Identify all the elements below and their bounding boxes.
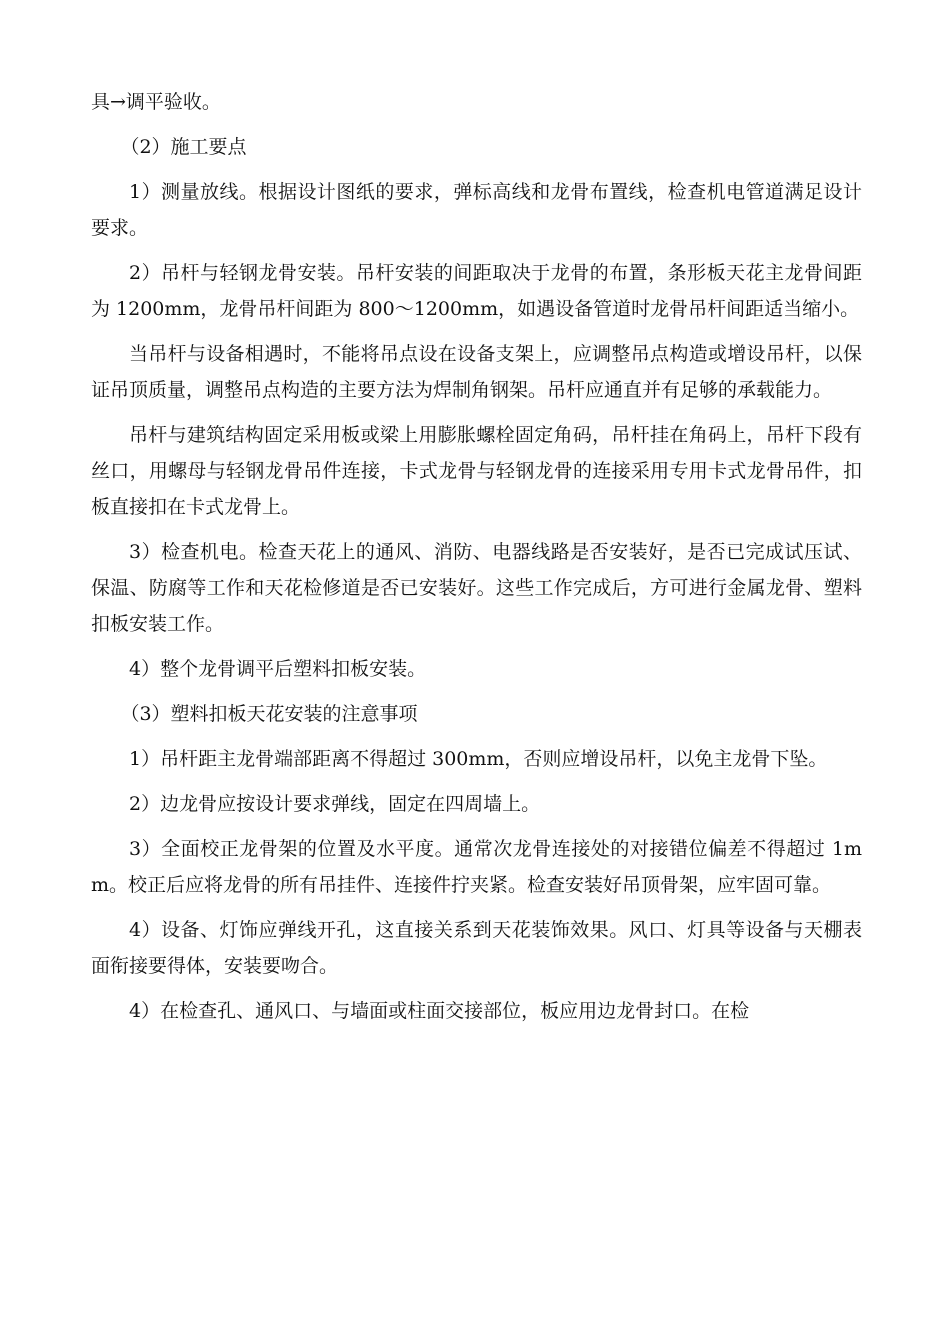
paragraph-rod-structure-fixing: 吊杆与建筑结构固定采用板或梁上用膨胀螺栓固定角码，吊杆挂在角码上，吊杆下段有丝口，用螺母与轻钢龙骨吊件连接，卡式龙骨与轻钢龙骨的连接采用专用卡式龙骨吊件，扣板直接扣在卡式龙骨上。: [91, 424, 862, 518]
paragraph-rod-keel-install: 2）吊杆与轻钢龙骨安装。吊杆安装的间距取决于龙骨的布置，条形板天花主龙骨间距为 1200mm，龙骨吊杆间距为 800～1200mm，如遇设备管道时龙骨吊杆间距适当缩小。: [91, 262, 862, 320]
section-heading-precautions: （3）塑料扣板天花安装的注意事项: [120, 703, 418, 725]
paragraph-rod-distance: 1）吊杆距主龙骨端部距离不得超过 300mm，否则应增设吊杆，以免主龙骨下坠。: [129, 748, 828, 770]
paragraph-check-mep: 3）检查机电。检查天花上的通风、消防、电器线路是否安装好，是否已完成试压试、保温、防腐等工作和天花检修道是否已安装好。这些工作完成后，方可进行金属龙骨、塑料扣板安装工作。: [91, 541, 862, 635]
paragraph-edge-keel: 2）边龙骨应按设计要求弹线，固定在四周墙上。: [129, 793, 541, 815]
paragraph-rod-equipment-conflict: 当吊杆与设备相遇时，不能将吊点设在设备支架上，应调整吊点构造或增设吊杆，以保证吊顶质量，调整吊点构造的主要方法为焊制角钢架。吊杆应通直并有足够的承载能力。: [91, 343, 862, 401]
paragraph-continuation: 具→调平验收。: [91, 91, 221, 113]
paragraph-measure-layout: 1）测量放线。根据设计图纸的要求，弹标高线和龙骨布置线，检查机电管道满足设计要求。: [91, 181, 862, 239]
section-heading-construction-points: （2）施工要点: [120, 136, 247, 158]
document-page: [91, 84, 862, 1038]
paragraph-panel-install: 4）整个龙骨调平后塑料扣板安装。: [129, 658, 427, 680]
paragraph-fixture-openings: 4）设备、灯饰应弹线开孔，这直接关系到天花装饰效果。风口、灯具等设备与天棚表面衔接要得体，安装要吻合。: [91, 919, 862, 977]
paragraph-edge-sealing: 4）在检查孔、通风口、与墙面或柱面交接部位，板应用边龙骨封口。在检: [129, 1000, 750, 1022]
paragraph-keel-calibration: 3）全面校正龙骨架的位置及水平度。通常次龙骨连接处的对接错位偏差不得超过 1mm。校正后应将龙骨的所有吊挂件、连接件拧夹紧。检查安装好吊顶骨架，应牢固可靠。: [91, 838, 862, 896]
